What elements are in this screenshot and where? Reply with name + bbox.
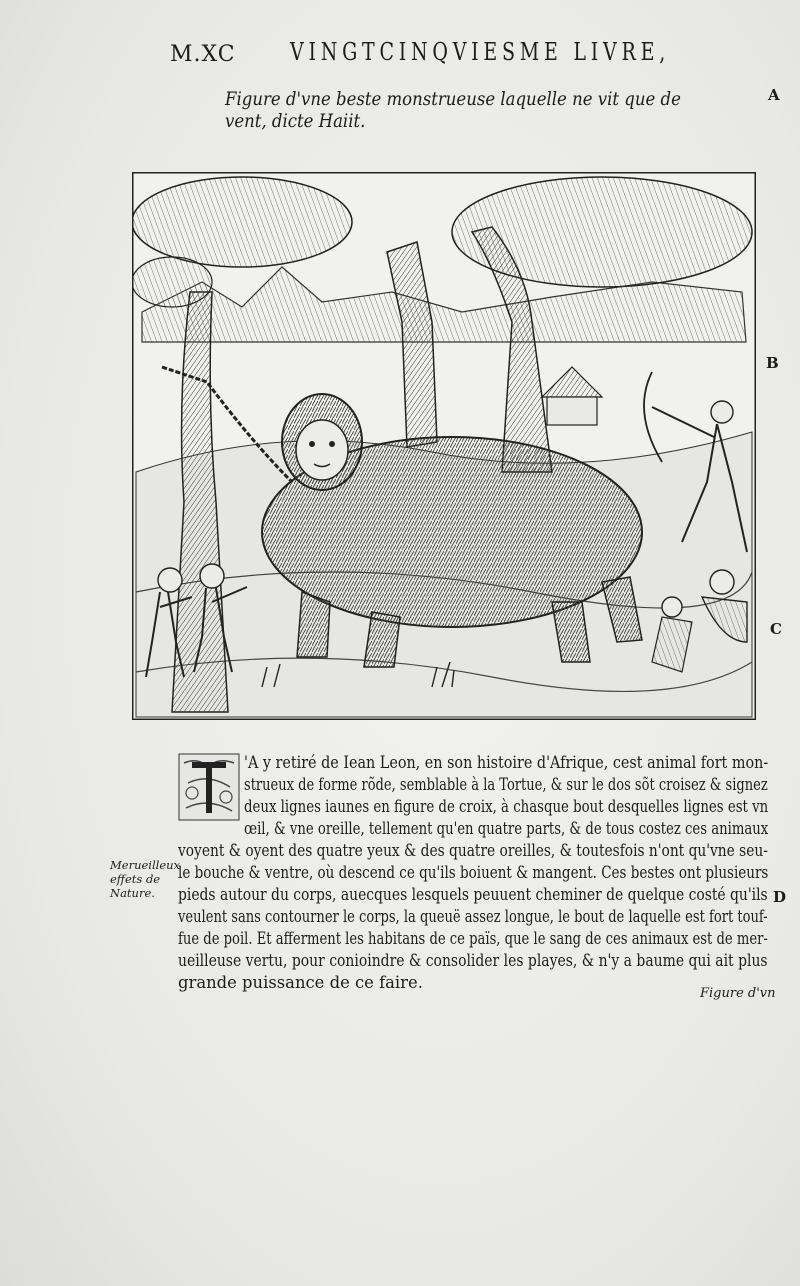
margin-letter-b: B <box>766 354 779 372</box>
margin-letter-a: A <box>768 86 780 104</box>
text-line: strueux de forme rõde, semblable à la Tortue, & sur le dos sõt croisez & signez <box>244 775 768 794</box>
marginal-note-line: Nature. <box>110 886 155 900</box>
text-line: pieds autour du corps, auecques lesquels peuuent cheminer de quelque costé qu'ils <box>178 885 768 904</box>
text-line: œil, & vne oreille, tellement qu'en quatre parts, & de tous costez ces animaux <box>244 819 769 838</box>
text-line: grande puissance de ce faire. <box>178 973 423 992</box>
marginal-note-line: Merueilleux <box>110 858 181 872</box>
margin-letter-c: C <box>770 620 782 638</box>
text-line: fue de poil. Et afferment les habitans de ce païs, que le sang de ces animaux est de mer- <box>178 929 768 948</box>
marginal-note-line: effets de <box>110 872 161 886</box>
text-line: le bouche & ventre, où descend ce qu'ils boiuent & mangent. Ces bestes ont plusieurs <box>178 863 769 882</box>
text-line: deux lignes iaunes en figure de croix, à chasque bout desquelles lignes est vn <box>244 797 769 816</box>
decorated-initial <box>178 753 240 821</box>
catchword: Figure d'vn <box>700 986 776 1001</box>
margin-letter-d: D <box>773 888 787 906</box>
running-title: VINGTCINQVIESME LIVRE, <box>290 38 670 66</box>
woodcut-illustration <box>132 172 756 720</box>
text-line: veulent sans contourner le corps, la queuë assez longue, le bout de laquelle est fort touf- <box>178 907 768 926</box>
text-line: voyent & oyent des quatre yeux & des quatre oreilles, & toutesfois n'ont qu'vne seu- <box>178 841 768 860</box>
bleed-through-text <box>180 945 750 1045</box>
folio-number: M.XC <box>170 42 236 67</box>
figure-caption: Figure d'vne beste monstrueuse laquelle ne vit que de vent, dicte Haiit. <box>225 88 681 132</box>
marginal-note <box>110 858 180 900</box>
text-line: 'A y retiré de Iean Leon, en son histoire d'Afrique, cest animal fort mon- <box>244 753 769 772</box>
text-line: ueilleuse vertu, pour conioindre & consolider les playes, & n'y a baume qui ait plus <box>178 951 768 970</box>
